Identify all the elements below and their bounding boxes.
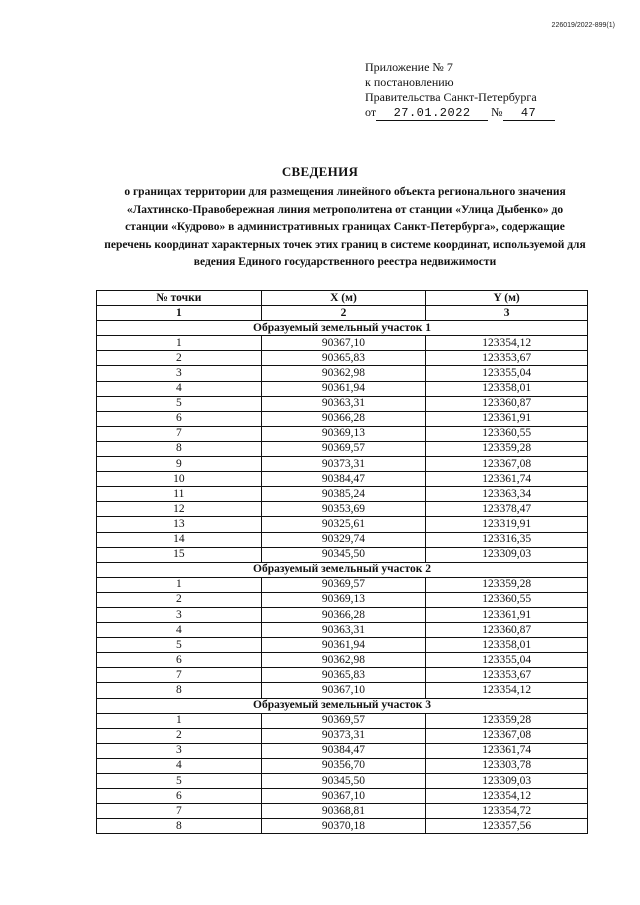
point-number-cell: 4 [97,381,262,396]
y-coordinate-cell: 123367,08 [426,728,588,743]
point-number-cell: 1 [97,713,262,728]
y-coordinate-cell: 123358,01 [426,381,588,396]
y-coordinate-cell: 123309,03 [426,547,588,562]
x-coordinate-cell: 90362,98 [261,653,426,668]
y-coordinate-cell: 123309,03 [426,774,588,789]
table-row [97,758,588,773]
section-header-row [97,321,588,336]
y-coordinate-cell: 123361,91 [426,607,588,622]
coordinates-body [97,321,588,834]
y-coordinate-cell: 123363,34 [426,487,588,502]
table-row [97,607,588,622]
y-coordinate-cell: 123353,67 [426,668,588,683]
x-coordinate-cell: 90363,31 [261,623,426,638]
y-coordinate-cell: 123360,87 [426,623,588,638]
table-row [97,728,588,743]
y-coordinate-cell: 123303,78 [426,758,588,773]
x-coordinate-cell: 90365,83 [261,351,426,366]
section-title: Образуемый земельный участок 1 [97,321,588,336]
y-coordinate-cell: 123360,87 [426,396,588,411]
x-coordinate-cell: 90353,69 [261,502,426,517]
x-coordinate-cell: 90369,57 [261,577,426,592]
x-coordinate-cell: 90345,50 [261,547,426,562]
point-number-cell: 9 [97,457,262,472]
x-coordinate-cell: 90385,24 [261,487,426,502]
point-number-cell: 6 [97,789,262,804]
table-row [97,411,588,426]
header-y: Y (м) [426,291,588,306]
table-row [97,366,588,381]
table-row [97,396,588,411]
point-number-cell: 2 [97,351,262,366]
x-coordinate-cell: 90370,18 [261,819,426,834]
x-coordinate-cell: 90361,94 [261,638,426,653]
table-row [97,351,588,366]
table-row [97,426,588,441]
table-row [97,623,588,638]
x-coordinate-cell: 90367,10 [261,789,426,804]
y-coordinate-cell: 123355,04 [426,653,588,668]
x-coordinate-cell: 90369,57 [261,713,426,728]
y-coordinate-cell: 123359,28 [426,441,588,456]
x-coordinate-cell: 90345,50 [261,774,426,789]
table-row [97,577,588,592]
column-number: 2 [261,306,426,321]
x-coordinate-cell: 90366,28 [261,607,426,622]
attachment-block [365,60,555,121]
column-number: 1 [97,306,262,321]
table-row [97,804,588,819]
point-number-cell: 8 [97,441,262,456]
y-coordinate-cell: 123354,12 [426,683,588,698]
point-number-cell: 4 [97,623,262,638]
attachment-line-1: Приложение № 7 [365,60,453,74]
point-number-cell: 11 [97,487,262,502]
point-number-cell: 5 [97,638,262,653]
table-row [97,789,588,804]
x-coordinate-cell: 90356,70 [261,758,426,773]
table-row [97,774,588,789]
x-coordinate-cell: 90369,57 [261,441,426,456]
y-coordinate-cell: 123319,91 [426,517,588,532]
table-row [97,592,588,607]
y-coordinate-cell: 123359,28 [426,713,588,728]
x-coordinate-cell: 90369,13 [261,592,426,607]
y-coordinate-cell: 123359,28 [426,577,588,592]
coordinates-table [96,290,588,834]
point-number-cell: 2 [97,592,262,607]
point-number-cell: 13 [97,517,262,532]
point-number-cell: 1 [97,577,262,592]
y-coordinate-cell: 123361,74 [426,472,588,487]
decree-number: 47 [503,107,555,121]
point-number-cell: 14 [97,532,262,547]
y-coordinate-cell: 123378,47 [426,502,588,517]
x-coordinate-cell: 90329,74 [261,532,426,547]
point-number-cell: 3 [97,607,262,622]
section-header-row [97,698,588,713]
point-number-cell: 7 [97,668,262,683]
x-coordinate-cell: 90361,94 [261,381,426,396]
point-number-cell: 5 [97,774,262,789]
y-coordinate-cell: 123354,12 [426,789,588,804]
number-prefix: № [491,105,503,119]
y-coordinate-cell: 123357,56 [426,819,588,834]
y-coordinate-cell: 123316,35 [426,532,588,547]
point-number-cell: 5 [97,396,262,411]
table-row [97,502,588,517]
table-row [97,381,588,396]
decree-date: 27.01.2022 [376,107,488,121]
document-title: СВЕДЕНИЯ [281,164,359,179]
point-number-cell: 8 [97,819,262,834]
y-coordinate-cell: 123355,04 [426,366,588,381]
document-subtitle: о границах территории для размещения линейного объекта регионального значения «Лахтинско-Правобережная линия метрополитена от станции «Улица Дыбенко» до станции «Кудрово» в административных границах Санкт-Петербурга», содержащие перечень координат характерных точек этих границ в системе координат, используемой для ведения Единого государственного реестра недвижимости [104,186,586,268]
table-row [97,487,588,502]
table-row [97,472,588,487]
y-coordinate-cell: 123360,55 [426,592,588,607]
x-coordinate-cell: 90365,83 [261,668,426,683]
x-coordinate-cell: 90373,31 [261,728,426,743]
y-coordinate-cell: 123354,12 [426,336,588,351]
table-header-row [97,291,588,306]
y-coordinate-cell: 123360,55 [426,426,588,441]
point-number-cell: 12 [97,502,262,517]
y-coordinate-cell: 123354,72 [426,804,588,819]
point-number-cell: 4 [97,758,262,773]
point-number-cell: 6 [97,653,262,668]
x-coordinate-cell: 90384,47 [261,472,426,487]
column-number: 3 [426,306,588,321]
date-number-line [365,105,555,121]
header-point-number: № точки [97,291,262,306]
header-x: X (м) [261,291,426,306]
column-number-row [97,306,588,321]
point-number-cell: 8 [97,683,262,698]
table-row [97,457,588,472]
point-number-cell: 3 [97,743,262,758]
x-coordinate-cell: 90367,10 [261,683,426,698]
x-coordinate-cell: 90367,10 [261,336,426,351]
x-coordinate-cell: 90366,28 [261,411,426,426]
table-row [97,683,588,698]
x-coordinate-cell: 90384,47 [261,743,426,758]
point-number-cell: 6 [97,411,262,426]
point-number-cell: 7 [97,426,262,441]
table-row [97,653,588,668]
date-prefix: от [365,105,377,119]
x-coordinate-cell: 90373,31 [261,457,426,472]
x-coordinate-cell: 90369,13 [261,426,426,441]
y-coordinate-cell: 123367,08 [426,457,588,472]
point-number-cell: 10 [97,472,262,487]
y-coordinate-cell: 123353,67 [426,351,588,366]
attachment-line-2: к постановлению [365,75,454,89]
table-row [97,532,588,547]
section-title: Образуемый земельный участок 2 [97,562,588,577]
point-number-cell: 7 [97,804,262,819]
table-row [97,819,588,834]
attachment-line-3: Правительства Санкт-Петербурга [365,90,537,104]
document-id: 226019/2022-899(1) [551,22,615,29]
table-row [97,336,588,351]
table-row [97,638,588,653]
y-coordinate-cell: 123361,74 [426,743,588,758]
point-number-cell: 1 [97,336,262,351]
x-coordinate-cell: 90363,31 [261,396,426,411]
x-coordinate-cell: 90325,61 [261,517,426,532]
y-coordinate-cell: 123358,01 [426,638,588,653]
table-row [97,441,588,456]
table-row [97,743,588,758]
table-row [97,713,588,728]
point-number-cell: 2 [97,728,262,743]
section-title: Образуемый земельный участок 3 [97,698,588,713]
table-row [97,547,588,562]
x-coordinate-cell: 90362,98 [261,366,426,381]
table-row [97,668,588,683]
y-coordinate-cell: 123361,91 [426,411,588,426]
table-row [97,517,588,532]
point-number-cell: 3 [97,366,262,381]
x-coordinate-cell: 90368,81 [261,804,426,819]
point-number-cell: 15 [97,547,262,562]
section-header-row [97,562,588,577]
